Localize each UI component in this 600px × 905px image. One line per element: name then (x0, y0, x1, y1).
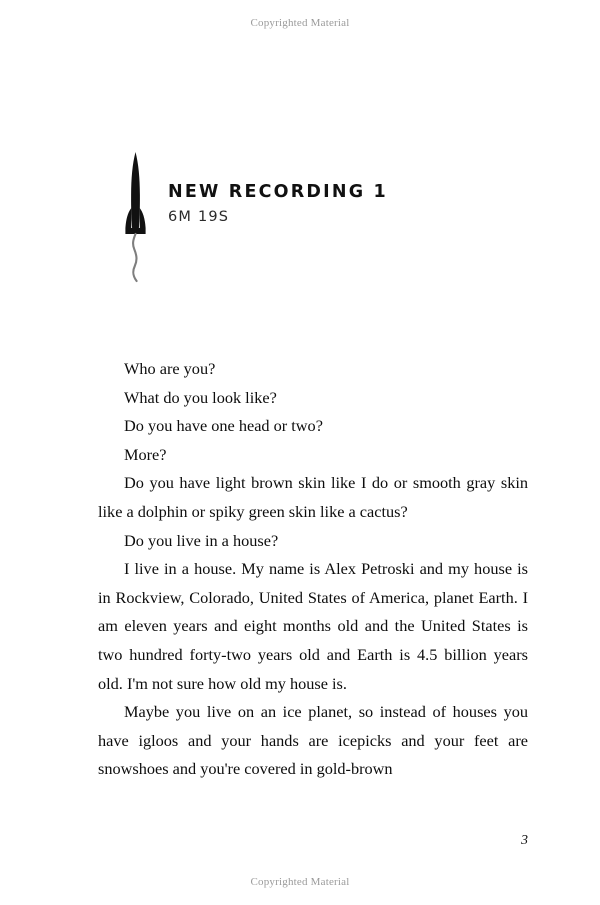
paragraph: Who are you? (124, 359, 216, 378)
watermark-top: Copyrighted Material (250, 17, 350, 29)
paragraph: Do you live in a house? (124, 530, 279, 550)
paragraph: What do you look like? (124, 387, 277, 407)
watermark-bottom: Copyrighted Material (250, 876, 350, 888)
chapter-duration: 6M 19S (168, 209, 230, 225)
rocket-icon (118, 150, 154, 290)
paragraph: Maybe you live on an ice planet, so instead of houses you have igloos and your hands are icepicks and your feet are snowshoes and you're covered in gold-brown (98, 702, 528, 779)
paragraph: I live in a house. My name is Alex Petroski and my house is in Rockview, Colorado, United States of America, planet Earth. I am eleven years and eight months old and the United States is two hundred forty-two years old and Earth is 4.5 billion years old. I'm not sure how old my house is. (98, 559, 528, 693)
paragraph: Do you have one head or two? (124, 416, 323, 436)
paragraph: Do you have light brown skin like I do or smooth gray skin like a dolphin or spiky green skin like a cactus? (98, 473, 528, 521)
paragraph: More? (124, 444, 167, 464)
page-number: 3 (521, 833, 528, 848)
chapter-title: NEW RECORDING 1 (168, 182, 388, 202)
chapter-header (118, 150, 388, 290)
chapter-title-block (168, 150, 388, 225)
body-text (98, 355, 528, 784)
